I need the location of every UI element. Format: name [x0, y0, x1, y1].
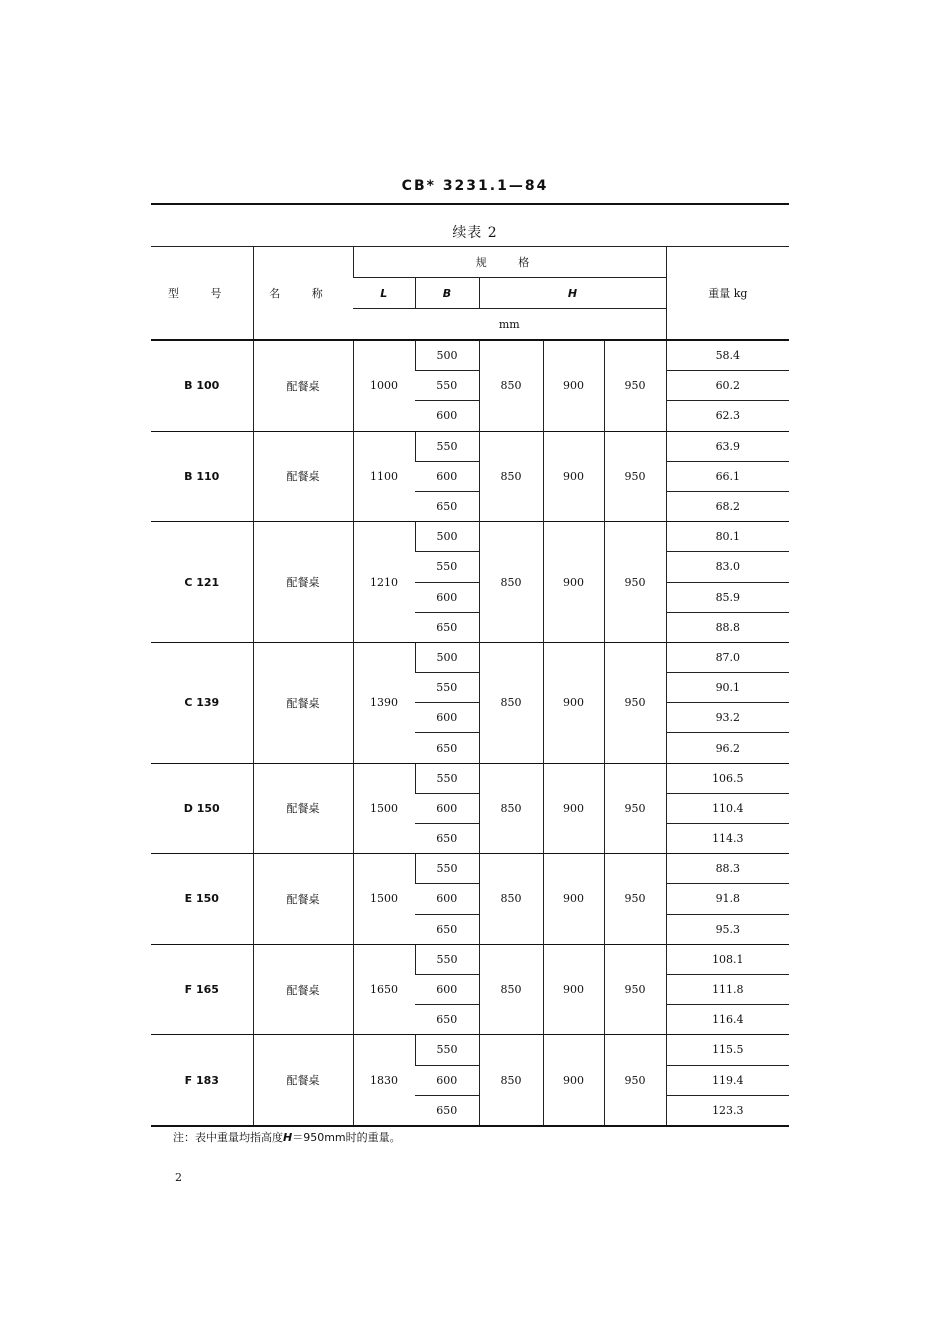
cell-model: B 100	[151, 340, 253, 431]
cell-name: 配餐桌	[253, 340, 353, 431]
cell-name: 配餐桌	[253, 522, 353, 643]
cell-B: 500	[415, 642, 479, 672]
cell-H2: 900	[543, 522, 604, 643]
cell-weight: 60.2	[666, 371, 789, 401]
page-number: 2	[175, 1171, 182, 1184]
cell-H2: 900	[543, 431, 604, 522]
cell-weight: 88.8	[666, 612, 789, 642]
cell-weight: 96.2	[666, 733, 789, 763]
cell-L: 1500	[353, 854, 415, 945]
cell-L: 1650	[353, 944, 415, 1035]
table-row	[151, 340, 789, 371]
cell-B: 650	[415, 491, 479, 521]
cell-B: 550	[415, 371, 479, 401]
col-header-weight: 重量 kg	[666, 247, 789, 341]
cell-model: F 183	[151, 1035, 253, 1126]
col-header-spec: 规 格	[353, 247, 666, 278]
cell-H3: 950	[604, 944, 666, 1035]
cell-weight: 90.1	[666, 673, 789, 703]
cell-weight: 119.4	[666, 1065, 789, 1095]
cell-model: B 110	[151, 431, 253, 522]
cell-H1: 850	[479, 1035, 543, 1126]
cell-weight: 114.3	[666, 824, 789, 854]
cell-L: 1210	[353, 522, 415, 643]
table-row	[151, 522, 789, 552]
table-row	[151, 1035, 789, 1065]
cell-weight: 68.2	[666, 491, 789, 521]
cell-weight: 110.4	[666, 793, 789, 823]
col-header-H: H	[479, 278, 666, 309]
cell-H1: 850	[479, 522, 543, 643]
cell-weight: 63.9	[666, 431, 789, 461]
cell-B: 650	[415, 1005, 479, 1035]
col-header-name: 名 称	[253, 247, 353, 341]
cell-B: 650	[415, 612, 479, 642]
cell-weight: 83.0	[666, 552, 789, 582]
cell-weight: 66.1	[666, 461, 789, 491]
cell-name: 配餐桌	[253, 763, 353, 854]
cell-H2: 900	[543, 763, 604, 854]
cell-H3: 950	[604, 431, 666, 522]
cell-name: 配餐桌	[253, 854, 353, 945]
cell-B: 600	[415, 703, 479, 733]
spec-table	[151, 246, 789, 1127]
cell-weight: 87.0	[666, 642, 789, 672]
cell-H2: 900	[543, 340, 604, 431]
cell-name: 配餐桌	[253, 642, 353, 763]
cell-B: 650	[415, 914, 479, 944]
cell-H3: 950	[604, 340, 666, 431]
cell-weight: 111.8	[666, 974, 789, 1004]
cell-weight: 116.4	[666, 1005, 789, 1035]
cell-H3: 950	[604, 763, 666, 854]
header-row-1	[151, 247, 789, 278]
table-row	[151, 944, 789, 974]
cell-B: 550	[415, 854, 479, 884]
cell-model: F 165	[151, 944, 253, 1035]
cell-name: 配餐桌	[253, 944, 353, 1035]
cell-weight: 108.1	[666, 944, 789, 974]
cell-L: 1000	[353, 340, 415, 431]
cell-weight: 93.2	[666, 703, 789, 733]
cell-B: 500	[415, 340, 479, 371]
cell-H3: 950	[604, 1035, 666, 1126]
cell-L: 1500	[353, 763, 415, 854]
cell-weight: 85.9	[666, 582, 789, 612]
cell-L: 1390	[353, 642, 415, 763]
table-row	[151, 431, 789, 461]
cell-B: 600	[415, 1065, 479, 1095]
cell-B: 550	[415, 944, 479, 974]
cell-H2: 900	[543, 944, 604, 1035]
cell-H2: 900	[543, 854, 604, 945]
cell-L: 1100	[353, 431, 415, 522]
cell-weight: 95.3	[666, 914, 789, 944]
col-header-B: B	[415, 278, 479, 309]
cell-weight: 91.8	[666, 884, 789, 914]
cell-weight: 58.4	[666, 340, 789, 371]
cell-B: 600	[415, 793, 479, 823]
table-row	[151, 854, 789, 884]
cell-B: 650	[415, 824, 479, 854]
cell-H1: 850	[479, 340, 543, 431]
cell-H3: 950	[604, 522, 666, 643]
cell-B: 600	[415, 974, 479, 1004]
cell-H2: 900	[543, 642, 604, 763]
cell-weight: 88.3	[666, 854, 789, 884]
table-caption: 续表 2	[452, 225, 498, 241]
cell-B: 550	[415, 763, 479, 793]
cell-name: 配餐桌	[253, 431, 353, 522]
cell-B: 550	[415, 552, 479, 582]
cell-H1: 850	[479, 763, 543, 854]
cell-B: 600	[415, 461, 479, 491]
col-header-model: 型 号	[151, 247, 253, 341]
cell-B: 600	[415, 401, 479, 431]
cell-name: 配餐桌	[253, 1035, 353, 1126]
cell-weight: 80.1	[666, 522, 789, 552]
cell-B: 650	[415, 1095, 479, 1126]
cell-H3: 950	[604, 854, 666, 945]
col-header-L: L	[353, 278, 415, 309]
cell-H1: 850	[479, 642, 543, 763]
cell-B: 600	[415, 582, 479, 612]
table-note: 注：表中重量均指高度H＝950mm时的重量。	[173, 1131, 401, 1144]
table-row	[151, 763, 789, 793]
cell-H1: 850	[479, 431, 543, 522]
cell-H1: 850	[479, 944, 543, 1035]
cell-weight: 62.3	[666, 401, 789, 431]
cell-H3: 950	[604, 642, 666, 763]
header-rule	[151, 203, 789, 205]
cell-weight: 115.5	[666, 1035, 789, 1065]
cell-B: 550	[415, 1035, 479, 1065]
cell-model: C 139	[151, 642, 253, 763]
cell-B: 500	[415, 522, 479, 552]
cell-model: E 150	[151, 854, 253, 945]
cell-B: 550	[415, 673, 479, 703]
standard-code: CB* 3231.1—84	[401, 178, 549, 194]
cell-L: 1830	[353, 1035, 415, 1126]
cell-H2: 900	[543, 1035, 604, 1126]
col-header-unit: mm	[353, 309, 666, 341]
cell-B: 550	[415, 431, 479, 461]
cell-B: 650	[415, 733, 479, 763]
cell-weight: 106.5	[666, 763, 789, 793]
cell-B: 600	[415, 884, 479, 914]
cell-model: D 150	[151, 763, 253, 854]
cell-H1: 850	[479, 854, 543, 945]
table-row	[151, 642, 789, 672]
cell-weight: 123.3	[666, 1095, 789, 1126]
cell-model: C 121	[151, 522, 253, 643]
